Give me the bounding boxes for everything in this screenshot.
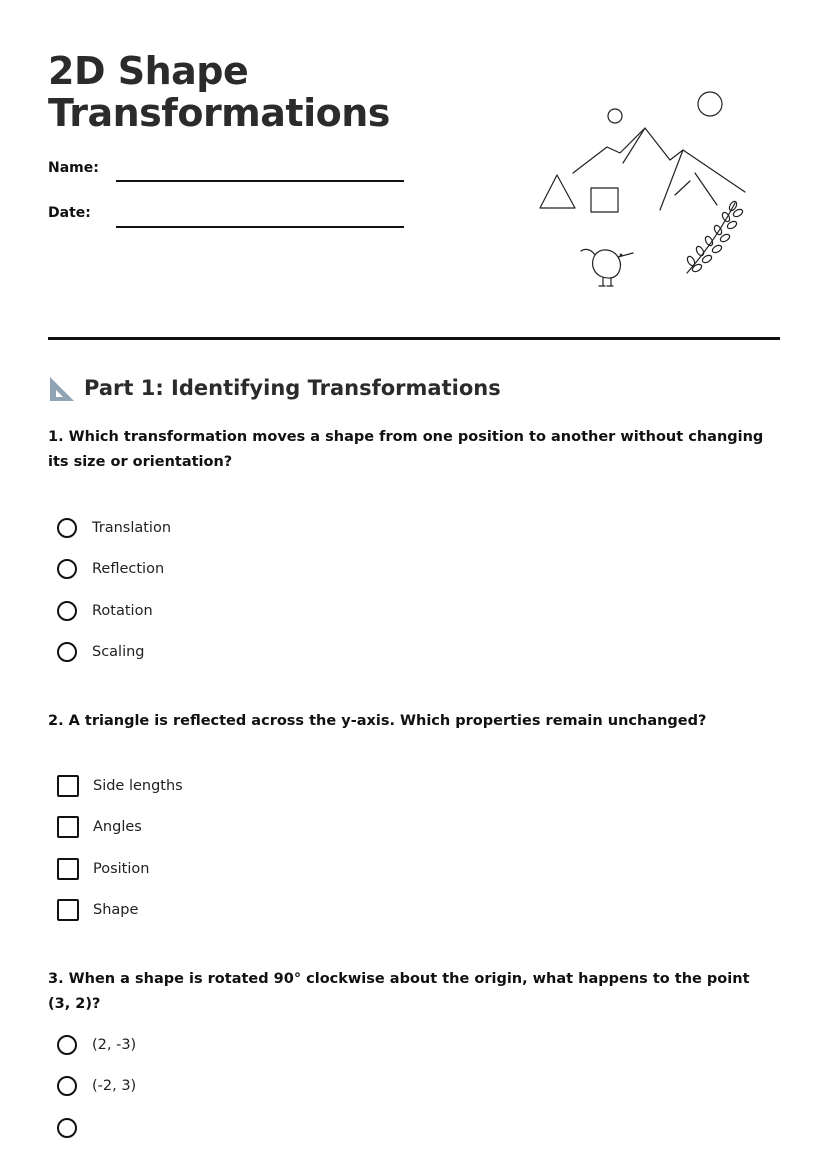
- option-scaling[interactable]: [57, 632, 171, 674]
- option-neg2-3[interactable]: [57, 1066, 136, 1108]
- date-field[interactable]: [116, 226, 404, 228]
- option-label: Rotation: [92, 602, 153, 619]
- checkbox[interactable]: [57, 899, 79, 921]
- radio-button[interactable]: [57, 1035, 77, 1055]
- radio-button[interactable]: [57, 518, 77, 538]
- shapes-landscape-illustration: [535, 85, 755, 295]
- option-label: Side lengths: [93, 777, 183, 794]
- date-label: Date:: [48, 205, 91, 221]
- square-shape: [591, 188, 618, 212]
- section-header: [48, 374, 501, 402]
- small-circle-shape: [608, 109, 622, 123]
- radio-button[interactable]: [57, 1076, 77, 1096]
- option-label: Scaling: [92, 644, 145, 661]
- option-label: Translation: [92, 519, 172, 536]
- option-label: Position: [93, 860, 150, 877]
- mountains: [573, 128, 745, 192]
- question-1-text: 1. Which transformation moves a shape from one position to another without changing its size or orientation?: [48, 429, 764, 470]
- checkbox[interactable]: [57, 858, 79, 880]
- fern-plant-icon: [686, 200, 744, 273]
- option-label: Angles: [93, 819, 142, 836]
- section-title: Part 1: Identifying Transformations: [84, 376, 501, 400]
- option-side-lengths[interactable]: [57, 765, 183, 807]
- question-2-options: [57, 765, 183, 931]
- option-label: (2, -3): [92, 1036, 137, 1053]
- option-shape[interactable]: [57, 890, 183, 932]
- option-partial[interactable]: [57, 1107, 136, 1149]
- option-label: Shape: [93, 902, 139, 919]
- radio-button[interactable]: [57, 559, 77, 579]
- checkbox[interactable]: [57, 816, 79, 838]
- question-3-options: [57, 1024, 136, 1149]
- option-reflection[interactable]: [57, 549, 171, 591]
- radio-button[interactable]: [57, 601, 77, 621]
- radio-button[interactable]: [57, 1118, 77, 1138]
- option-rotation[interactable]: [57, 590, 171, 632]
- option-position[interactable]: [57, 848, 183, 890]
- option-label: Reflection: [92, 561, 165, 578]
- question-3-text: 3. When a shape is rotated 90° clockwise about the origin, what happens to the point (3, 2)?: [48, 971, 750, 1012]
- kiwi-bird-icon: [581, 249, 633, 286]
- radio-button[interactable]: [57, 642, 77, 662]
- checkbox[interactable]: [57, 775, 79, 797]
- option-2-neg3[interactable]: [57, 1024, 136, 1066]
- name-label: Name:: [48, 160, 99, 176]
- large-circle-shape: [698, 92, 722, 116]
- set-square-icon: [48, 374, 76, 402]
- header-divider: [48, 337, 780, 340]
- question-1-options: [57, 507, 171, 673]
- option-translation[interactable]: [57, 507, 171, 549]
- question-2-text: 2. A triangle is reflected across the y-axis. Which properties remain unchanged?: [48, 713, 707, 729]
- option-label: (-2, 3): [92, 1078, 137, 1095]
- name-field[interactable]: [116, 180, 404, 182]
- triangle-shape: [540, 175, 575, 208]
- option-angles[interactable]: [57, 807, 183, 849]
- page-title: 2D Shape Transformations: [48, 49, 390, 135]
